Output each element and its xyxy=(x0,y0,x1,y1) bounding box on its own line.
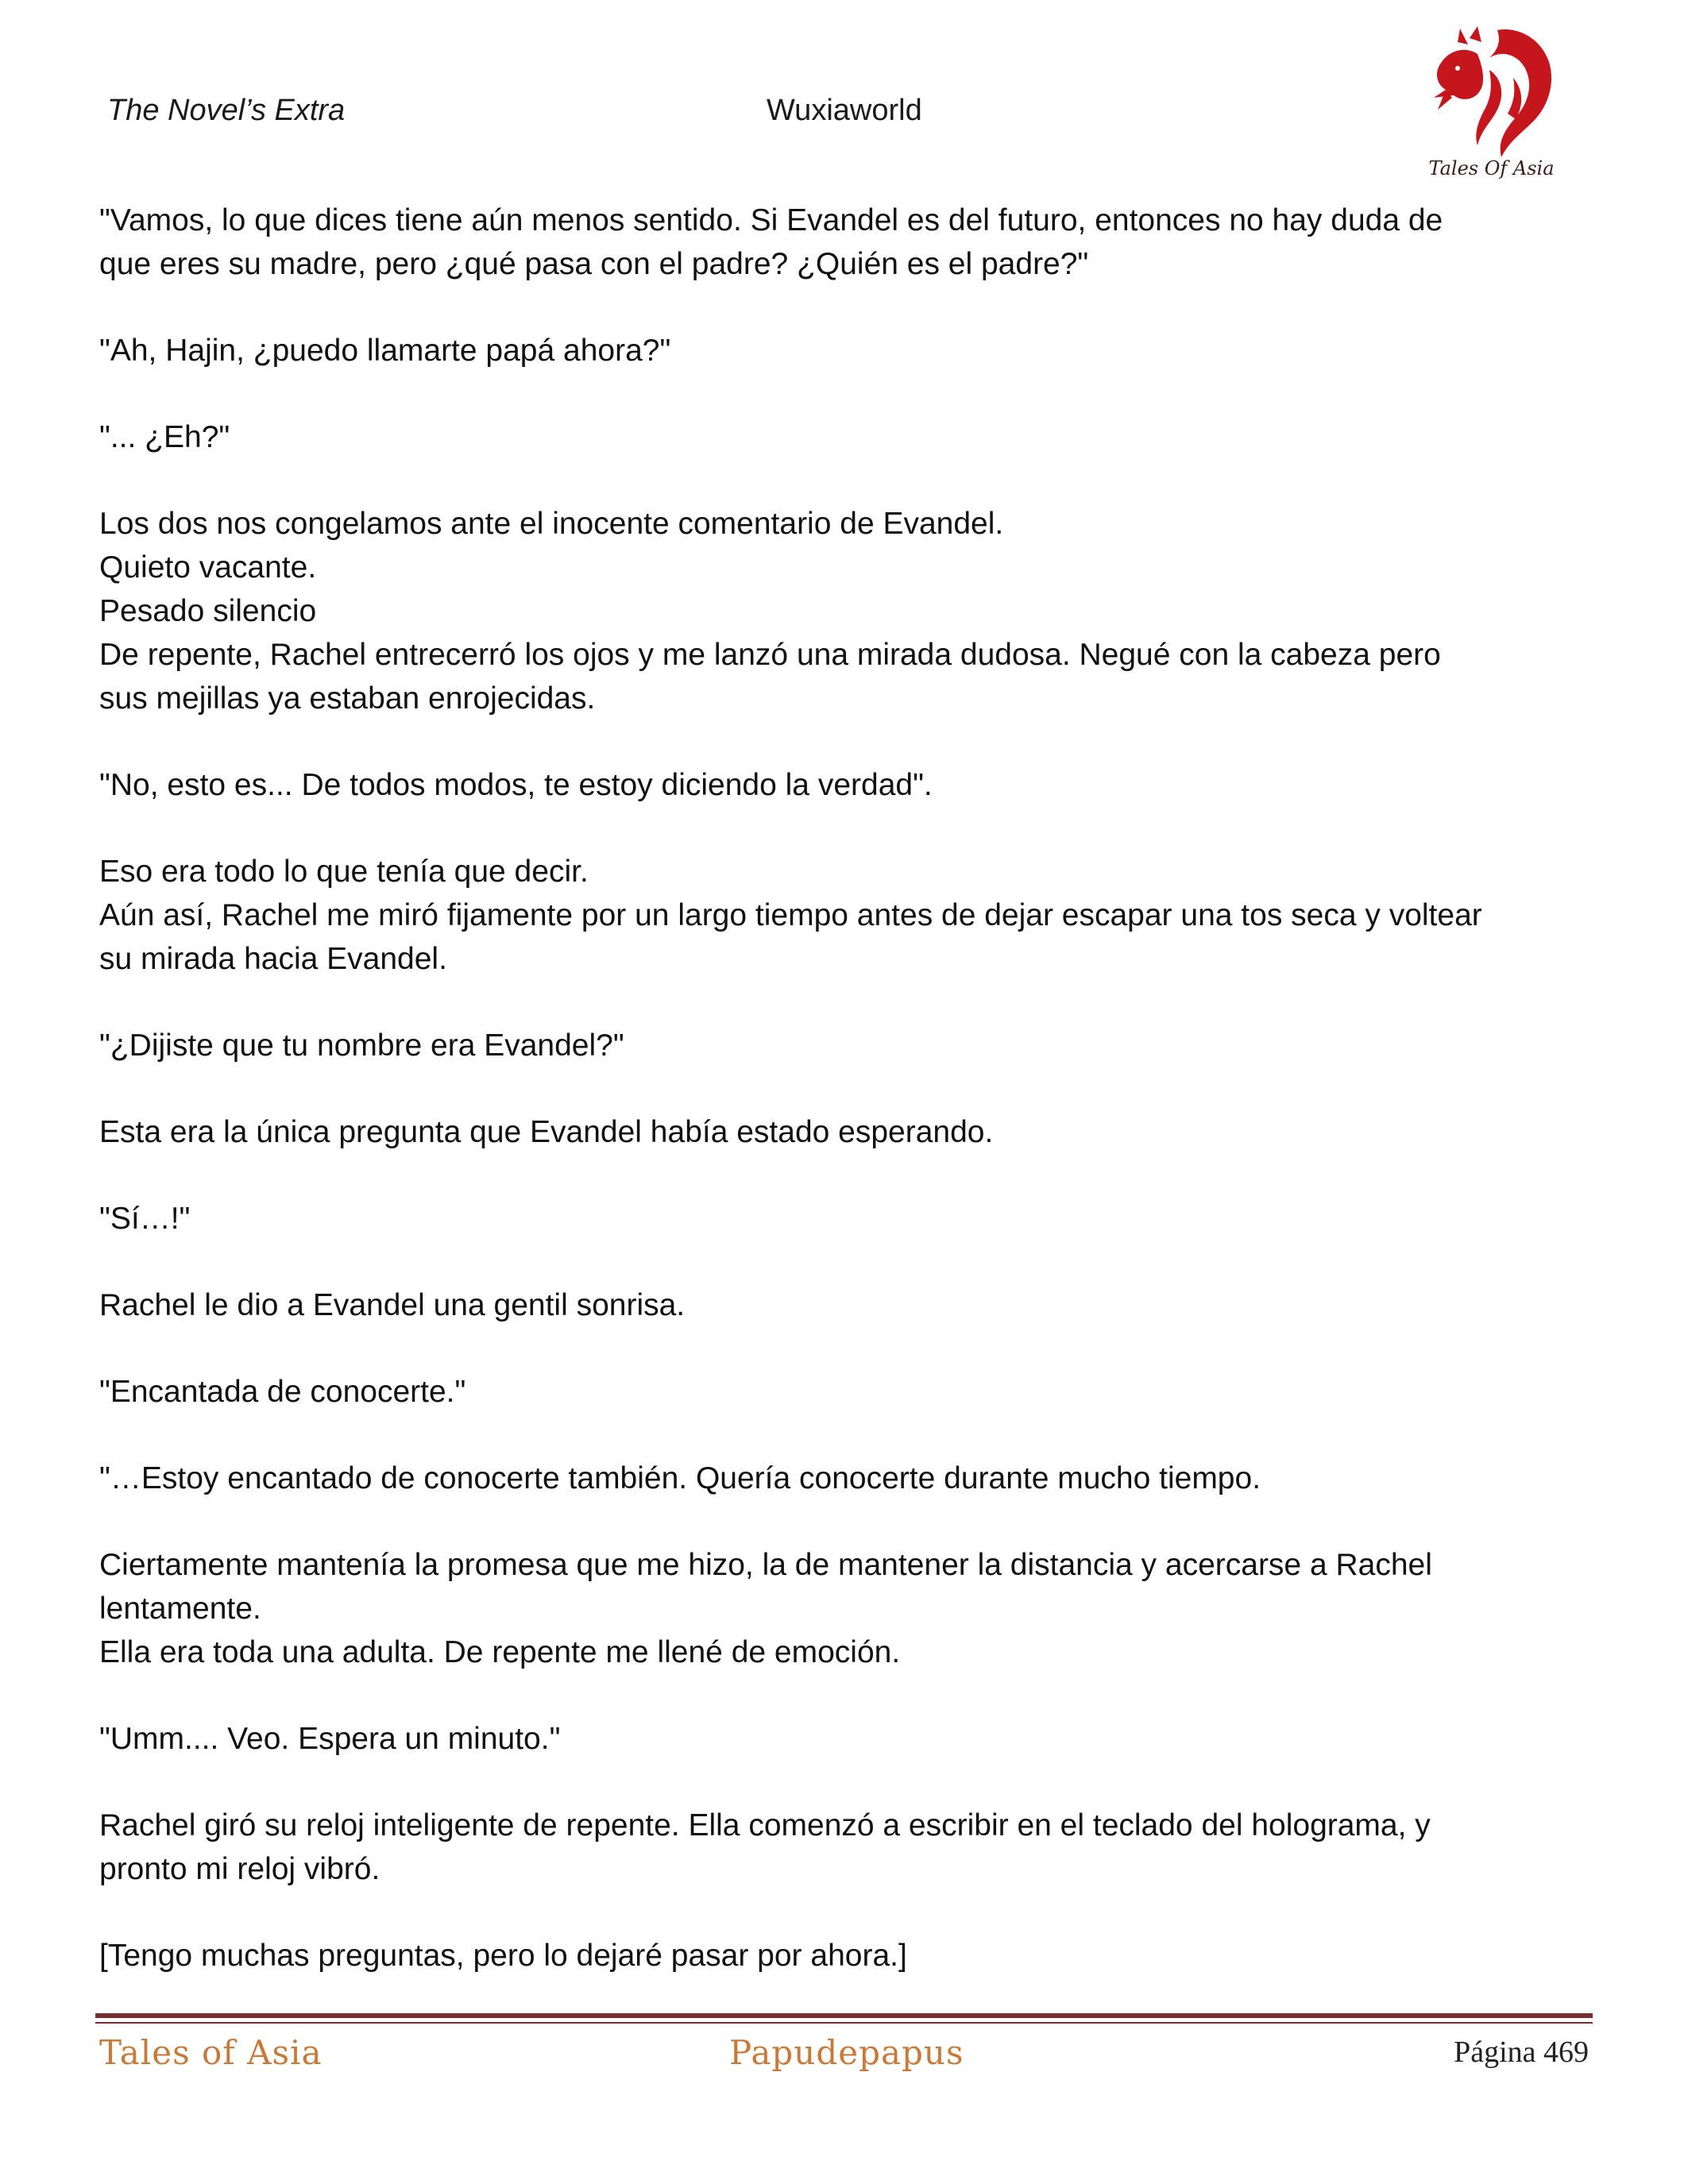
text-line: "Encantada de conocerte." xyxy=(99,1375,466,1409)
paragraph xyxy=(99,1934,1593,1978)
text-line: Esta era la única pregunta que Evandel había estado esperando. xyxy=(99,1115,994,1149)
paragraph xyxy=(99,415,1593,459)
paragraph xyxy=(99,1717,1593,1761)
text-line: "No, esto es... De todos modos, te estoy diciendo la verdad". xyxy=(99,768,933,802)
text-line: "... ¿Eh?" xyxy=(99,420,230,454)
text-line: "Vamos, lo que dices tiene aún menos sentido. Si Evandel es del futuro, entonces no hay duda de xyxy=(99,203,1443,237)
paragraph xyxy=(99,1543,1593,1674)
text-line: "…Estoy encantado de conocerte también. Quería conocerte durante mucho tiempo. xyxy=(99,1461,1261,1495)
text-line: "Umm.... Veo. Espera un minuto." xyxy=(99,1722,561,1756)
footer-rule-thin xyxy=(95,2022,1593,2024)
text-line: "Sí…!" xyxy=(99,1202,191,1236)
text-line: Rachel le dio a Evandel una gentil sonrisa. xyxy=(99,1288,686,1322)
footer-translator: Papudepapus xyxy=(729,2033,964,2072)
paragraph xyxy=(99,1457,1593,1500)
text-line: Aún así, Rachel me miró fijamente por un largo tiempo antes de dejar escapar una tos seca y voltear xyxy=(99,898,1482,932)
text-line: Rachel giró su reloj inteligente de repente. Ella comenzó a escribir en el teclado del holograma, y xyxy=(99,1808,1431,1843)
paragraph xyxy=(99,1110,1593,1154)
text-line: que eres su madre, pero ¿qué pasa con el padre? ¿Quién es el padre?" xyxy=(99,247,1089,281)
paragraph xyxy=(99,1283,1593,1327)
paragraph xyxy=(99,329,1593,372)
header-novel-title: The Novel’s Extra xyxy=(107,94,346,127)
text-line: "Ah, Hajin, ¿puedo llamarte papá ahora?" xyxy=(99,334,671,368)
footer-rule-thick xyxy=(95,2013,1593,2018)
paragraph xyxy=(99,763,1593,807)
paragraph xyxy=(99,1024,1593,1067)
page-header xyxy=(0,0,1688,199)
text-line: De repente, Rachel entrecerró los ojos y me lanzó una mirada dudosa. Negué con la cabeza pero xyxy=(99,638,1441,672)
page-number: Página 469 xyxy=(1454,2035,1589,2069)
text-line: Quieto vacante. xyxy=(99,550,317,585)
text-line: sus mejillas ya estaban enrojecidas. xyxy=(99,681,596,716)
text-line: Ella era toda una adulta. De repente me llené de emoción. xyxy=(99,1635,901,1669)
text-line: lentamente. xyxy=(99,1592,261,1626)
text-line: Ciertamente mantenía la promesa que me hizo, la de mantener la distancia y acercarse a Rachel xyxy=(99,1548,1432,1582)
text-line: pronto mi reloj vibró. xyxy=(99,1852,380,1886)
footer-site-name: Tales of Asia xyxy=(99,2033,323,2072)
text-line: [Tengo muchas preguntas, pero lo dejaré pasar por ahora.] xyxy=(99,1939,907,1973)
paragraph xyxy=(99,199,1593,286)
paragraph xyxy=(99,1197,1593,1241)
header-source: Wuxiaworld xyxy=(767,94,922,127)
paragraph xyxy=(99,1804,1593,1891)
text-line: Los dos nos congelamos ante el inocente comentario de Evandel. xyxy=(99,507,1004,541)
paragraph xyxy=(99,502,1593,720)
text-line: "¿Dijiste que tu nombre era Evandel?" xyxy=(99,1028,624,1063)
chapter-body xyxy=(99,199,1593,2020)
paragraph xyxy=(99,1370,1593,1414)
text-line: su mirada hacia Evandel. xyxy=(99,942,447,976)
text-line: Pesado silencio xyxy=(99,594,317,628)
paragraph xyxy=(99,850,1593,981)
logo-caption: Tales Of Asia xyxy=(1428,157,1555,179)
text-line: Eso era todo lo que tenía que decir. xyxy=(99,855,589,889)
